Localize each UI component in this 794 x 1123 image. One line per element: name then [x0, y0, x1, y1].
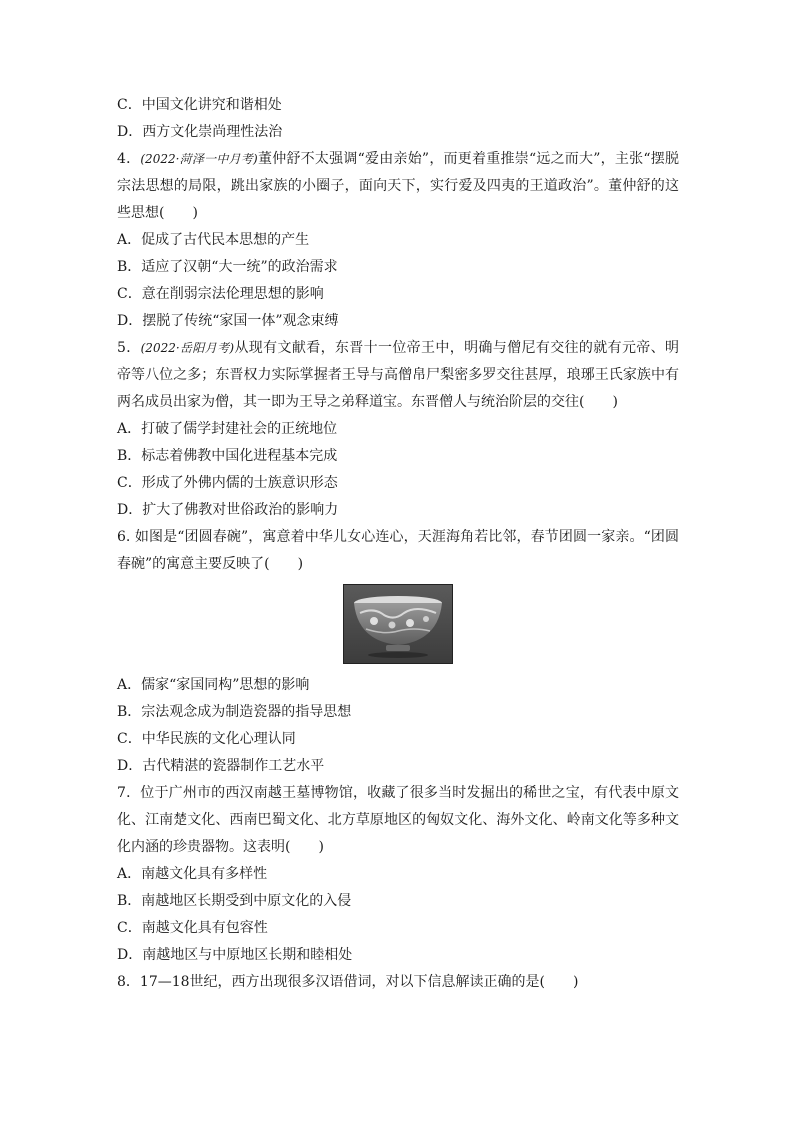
bowl-icon: [344, 585, 452, 663]
question-7: [117, 780, 679, 969]
q4-option-d: D．摆脱了传统“家国一体”观念束缚: [117, 313, 339, 329]
question-6: [117, 524, 679, 780]
q5-option-a: A．打破了儒学封建社会的正统地位: [117, 421, 338, 437]
q8-stem: 8．17—18世纪，西方出现很多汉语借词，对以下信息解读正确的是( ): [117, 974, 579, 990]
q6-option-a: A．儒家“家国同构”思想的影响: [117, 677, 310, 693]
q4-option-b: B．适应了汉朝“大一统”的政治需求: [117, 259, 338, 275]
question-8: [117, 969, 679, 996]
question-5: [117, 335, 679, 524]
q4-stem-text: 董仲舒不太强调“爱由亲始”，而更着重推崇“远之而大”，主张“摆脱宗法思想的局限，跳出家族的小圈子，面向天下，实行爱及四夷的王道政治”。董仲舒的这些思想( ): [117, 151, 679, 221]
q7-option-d: D．南越地区与中原地区长期和睦相处: [117, 947, 353, 963]
q4-option-c: C．意在削弱宗法伦理思想的影响: [117, 286, 324, 302]
q7-option-b: B．南越地区长期受到中原文化的入侵: [117, 893, 352, 909]
q3-option-d: D．西方文化崇尚理性法治: [117, 124, 283, 140]
q5-option-d: D．扩大了佛教对世俗政治的影响力: [117, 502, 339, 518]
q7-option-c: C．南越文化具有包容性: [117, 920, 268, 936]
q5-stem-text: 从现有文献看，东晋十一位帝王中，明确与僧尼有交往的就有元帝、明帝等八位之多；东晋权力实际掌握者王导与高僧帛尸梨密多罗交往甚厚，琅琊王氏家族中有两名成员出家为僧，其一即为王导之弟释道宝。东晋僧人与统治阶层的交往( ): [117, 340, 680, 410]
q7-stem: 7．位于广州市的西汉南越王墓博物馆，收藏了很多当时发掘出的稀世之宝，有代表中原文化、江南楚文化、西南巴蜀文化、北方草原地区的匈奴文化、海外文化、岭南文化等多种文化内涵的珍贵器物。这表明( ): [117, 785, 679, 855]
q5-stem: [117, 335, 679, 416]
q6-stem: 6. 如图是“团圆春碗”，寓意着中华儿女心连心，天涯海角若比邻，春节团圆一家亲。“团圆春碗”的寓意主要反映了( ): [117, 529, 679, 572]
q4-number: 4．: [117, 151, 141, 167]
q5-option-c: C．形成了外佛内儒的士族意识形态: [117, 475, 338, 491]
q4-source: (2022·菏泽一中月考): [140, 152, 258, 166]
q6-figure: [117, 584, 679, 664]
tuanyuan-bowl-image: [343, 584, 453, 664]
q5-option-b: B．标志着佛教中国化进程基本完成: [117, 448, 338, 464]
q6-option-c: C．中华民族的文化心理认同: [117, 731, 296, 747]
q5-source: (2022·岳阳月考): [140, 341, 235, 355]
q4-option-a: A．促成了古代民本思想的产生: [117, 232, 310, 248]
q5-number: 5．: [117, 340, 141, 356]
q4-stem: [117, 146, 679, 227]
exam-page: [117, 92, 679, 996]
question-4: [117, 146, 679, 335]
q6-option-b: B．宗法观念成为制造瓷器的指导思想: [117, 704, 352, 720]
q7-option-a: A．南越文化具有多样性: [117, 866, 268, 882]
q6-option-d: D．古代精湛的瓷器制作工艺水平: [117, 758, 325, 774]
q3-option-c: C．中国文化讲究和谐相处: [117, 97, 282, 113]
